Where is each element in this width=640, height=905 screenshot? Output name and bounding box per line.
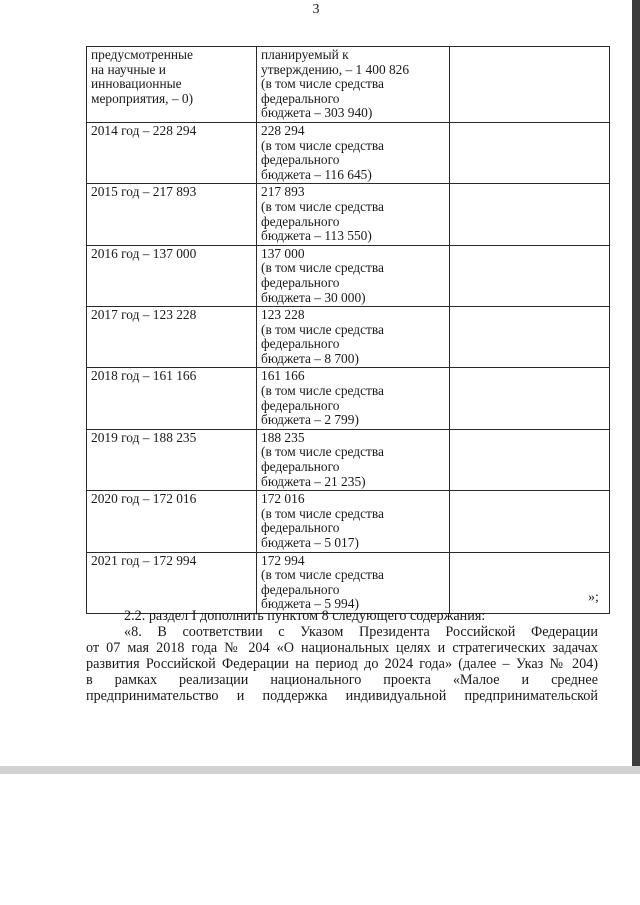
planned-amount-cell: 217 893 (в том числе средства федерального бюджета – 113 550) — [257, 184, 450, 245]
planned-amount-cell: планируемый к утверждению, – 1 400 826 (в том числе средства федерального бюджета – 303 940) — [257, 47, 450, 123]
table-row — [87, 122, 610, 183]
planned-amount-cell: 188 235 (в том числе средства федерального бюджета – 21 235) — [257, 429, 450, 490]
page-number: 3 — [312, 2, 320, 17]
scan-edge-bottom — [0, 766, 640, 774]
note-cell — [450, 491, 610, 552]
note-cell — [450, 368, 610, 429]
note-cell — [450, 307, 610, 368]
scan-edge-right — [632, 0, 640, 768]
closing-quote: »; — [588, 590, 599, 605]
paragraph-8-line-4: в рамках реализации национального проекта «Малое и среднее — [86, 672, 598, 688]
table-row — [87, 47, 610, 123]
year-cell: 2015 год – 217 893 — [87, 184, 257, 245]
table-row — [87, 368, 610, 429]
paragraph-8-line-5: предпринимательство и поддержка индивидуальной предпринимательской — [86, 688, 598, 704]
body-text — [86, 608, 598, 704]
planned-amount-cell: 161 166 (в том числе средства федерального бюджета – 2 799) — [257, 368, 450, 429]
table-row — [87, 429, 610, 490]
planned-amount-cell: 137 000 (в том числе средства федерального бюджета – 30 000) — [257, 245, 450, 306]
blank-area — [0, 774, 640, 905]
funding-table — [86, 46, 610, 614]
table-row — [87, 552, 610, 613]
note-cell — [450, 429, 610, 490]
planned-amount-cell: 228 294 (в том числе средства федерального бюджета – 116 645) — [257, 122, 450, 183]
note-cell — [450, 184, 610, 245]
paragraph-8-line-2: от 07 мая 2018 года № 204 «О национальных целях и стратегических задачах — [86, 640, 598, 656]
paragraph-8-line-1: «8. В соответствии с Указом Президента Российской Федерации — [124, 624, 598, 640]
note-cell — [450, 552, 610, 613]
paragraph-8-line-3: развития Российской Федерации на период до 2024 года» (далее – Указ № 204) — [86, 656, 598, 672]
year-cell: 2021 год – 172 994 — [87, 552, 257, 613]
year-cell: 2019 год – 188 235 — [87, 429, 257, 490]
table-row — [87, 184, 610, 245]
planned-amount-cell: 123 228 (в том числе средства федерального бюджета – 8 700) — [257, 307, 450, 368]
note-cell — [450, 47, 610, 123]
year-cell: 2017 год – 123 228 — [87, 307, 257, 368]
table-row — [87, 245, 610, 306]
table-row — [87, 307, 610, 368]
year-cell: предусмотренные на научные и инновационные мероприятия, – 0) — [87, 47, 257, 123]
year-cell: 2016 год – 137 000 — [87, 245, 257, 306]
year-cell: 2020 год – 172 016 — [87, 491, 257, 552]
planned-amount-cell: 172 994 (в том числе средства федерального бюджета – 5 994) — [257, 552, 450, 613]
paragraph-2-2: 2.2. раздел I дополнить пунктом 8 следующего содержания: — [124, 608, 486, 624]
note-cell — [450, 245, 610, 306]
note-cell — [450, 122, 610, 183]
planned-amount-cell: 172 016 (в том числе средства федерального бюджета – 5 017) — [257, 491, 450, 552]
year-cell: 2018 год – 161 166 — [87, 368, 257, 429]
year-cell: 2014 год – 228 294 — [87, 122, 257, 183]
table-row — [87, 491, 610, 552]
